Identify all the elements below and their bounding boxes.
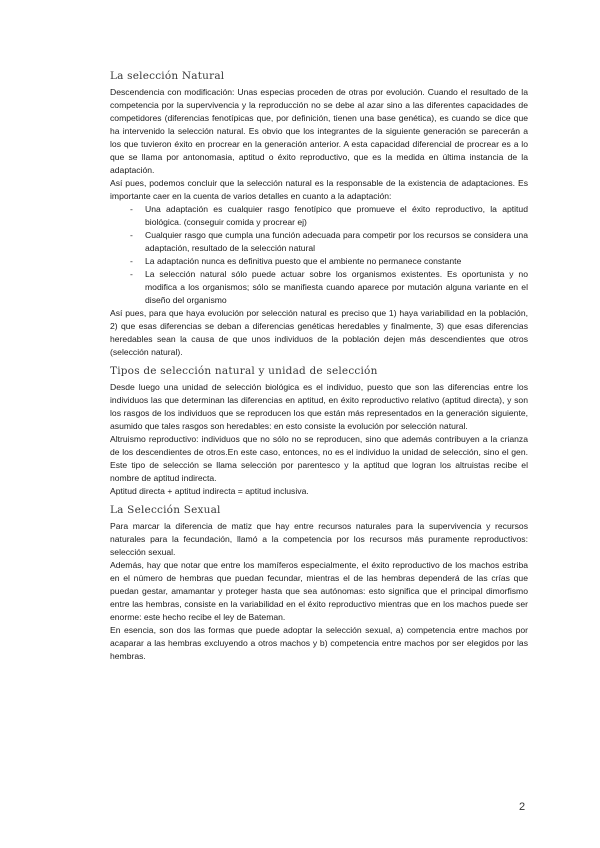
paragraph: Además, hay que notar que entre los mamíferos especialmente, el éxito reproductivo de los machos estriba en el número de hembras que puedan fecundar, mientras el de las hembras dependerá de las crías que puedan gestar, amamantar y proteger hasta que sea autónomas: esto significa que el principal dimorfismo entre las hembras, consiste en la variabilidad en el éxito reproductivo mientras que en los machos puede ser enorme: este hecho recibe el ley de Bateman. xyxy=(110,560,528,622)
list-item: - La adaptación nunca es definitiva puesto que el ambiente no permanece constante xyxy=(110,255,528,268)
document-page xyxy=(110,70,528,663)
section-title: Tipos de selección natural y unidad de selección xyxy=(110,365,378,377)
paragraph: Altruismo reproductivo: individuos que no sólo no se reproducen, sino que además contribuyen a la crianza de los descendientes de otros.En este caso, entonces, no es el individuo la unidad de selección, sino el gen. Este tipo de selección se llama selección por parentesco y la aptitud que logran los altruistas recibe el nombre de aptitud indirecta. xyxy=(110,434,528,483)
adaptation-list xyxy=(110,203,528,307)
list-item: - La selección natural sólo puede actuar sobre los organismos existentes. Es oportunista y no modifica a los organismos; sólo se manifiesta cuando aparece por mutación alguna variante en el diseño del organismo xyxy=(110,268,528,307)
page-number: 2 xyxy=(519,801,526,813)
paragraph: Desde luego una unidad de selección biológica es el individuo, puesto que son las diferencias entre los individuos las que determinan las diferencias en aptitud, en éxito reproductivo relativo (aptitud directa), y son los rasgos de los individuos que se reproducen los que están más representados en la generación siguiente, asumido que tales rasgos son heredables: en esto consiste la evolución por selección natural. xyxy=(110,382,528,431)
paragraph: Así pues, para que haya evolución por selección natural es preciso que 1) haya variabilidad en la población, 2) que esas diferencias se deban a diferencias genéticas heredables y finalmente, 3) que esas diferencias heredables sean la causa de que unos individuos de la población dejen más descendientes que otros (selección natural). xyxy=(110,308,528,357)
section-seleccion-sexual xyxy=(110,504,528,663)
paragraph: Aptitud directa + aptitud indirecta = aptitud inclusiva. xyxy=(110,486,309,496)
paragraph: En esencia, son dos las formas que puede adoptar la selección sexual, a) competencia entre machos por acaparar a las hembras excluyendo a otros machos y b) competencia entre machos por ser elegidos por las hembras. xyxy=(110,625,528,661)
list-item: - Cualquier rasgo que cumpla una función adecuada para competir por los recursos se considera una adaptación, resultado de la selección natural xyxy=(110,229,528,255)
section-title: La Selección Sexual xyxy=(110,504,221,516)
section-tipos-seleccion xyxy=(110,365,528,498)
paragraph: Así pues, podemos concluir que la selección natural es la responsable de la existencia de adaptaciones. Es importante caer en la cuenta de varios detalles en cuanto a la adaptación: xyxy=(110,178,528,201)
section-title: La selección Natural xyxy=(110,70,225,82)
list-item: - Una adaptación es cualquier rasgo fenotípico que promueve el éxito reproductivo, la aptitud biológica. (conseguir comida y procrear ej) xyxy=(110,203,528,229)
paragraph: Descendencia con modificación: Unas especias proceden de otras por evolución. Cuando el resultado de la competencia por la supervivencia y la reproducción no se debe al azar sino a las diferentes capacidades de competidores (diferencias fenotípicas que, por definición, tienen una base genética), es cuando se dice que ha intervenido la selección natural. Es obvio que los integrantes de la siguiente generación se parecerán a los que tuvieron éxito en procrear en la generación anterior. A esta capacidad diferencial de procrear es a lo que se llama por antonomasia, aptitud o éxito reproductivo, que es la medida en última instancia de la adaptación. xyxy=(110,87,528,175)
section-seleccion-natural xyxy=(110,70,528,359)
paragraph: Para marcar la diferencia de matiz que hay entre recursos naturales para la supervivencia y recursos naturales para la fecundación, llamó a la competencia por los recursos más puramente reproductivos: selección sexual. xyxy=(110,521,528,557)
